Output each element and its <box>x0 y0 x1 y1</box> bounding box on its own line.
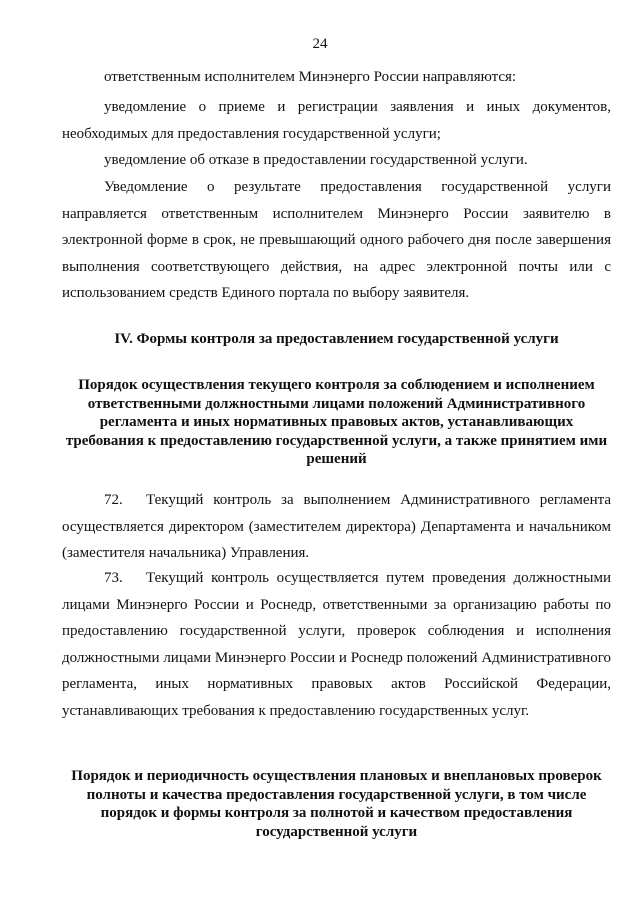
page-number: 24 <box>312 36 328 52</box>
subsection-title-current-control: Порядок осуществления текущего контроля за соблюдением и исполнением ответственными должностными лицами положений Административного регламента и иных нормативных правовых актов, устанавливающих требования к предоставлению государственной услуги, а также принятием ими решений <box>65 377 608 467</box>
item-text: Текущий контроль осуществляется путем проведения должностными лицами Минэнерго России и Роснедр, ответственными за организацию работы по предоставлению государственной услуги, проверок соблюдения и исполнения должностными лицами Минэнерго России и Роснедр положений Административного регламента, иных нормативных правовых актов Российской Федерации, устанавливающих требования к предоставлению государственных услуг. <box>62 570 611 719</box>
item-73 <box>62 565 611 724</box>
paragraph-notice-receipt: уведомление о приеме и регистрации заявления и иных документов, необходимых для предоставления государственной услуги; <box>62 99 611 142</box>
section-title: IV. Формы контроля за предоставлением государственной услуги <box>114 331 559 347</box>
item-number: 72. <box>104 492 123 508</box>
paragraph-notice-result: Уведомление о результате предоставления государственной услуги направляется ответственным исполнителем Минэнерго России заявителю в электронной форме в срок, не превышающий одного рабочего дня после завершения выполнения соответствующего действия, на адрес электронной почты или с использованием средств Единого портала по выбору заявителя. <box>62 179 611 301</box>
item-number: 73. <box>104 570 123 586</box>
paragraph-intro: ответственным исполнителем Минэнерго России направляются: <box>104 69 517 85</box>
item-72 <box>62 487 611 567</box>
item-text: Текущий контроль за выполнением Административного регламента осуществляется директором (заместителем директора) Департамента и начальником (заместителя начальника) Управления. <box>62 492 611 561</box>
paragraph-notice-refusal: уведомление об отказе в предоставлении государственной услуги. <box>104 152 528 168</box>
subsection-title-inspections: Порядок и периодичность осуществления плановых и внеплановых проверок полноты и качества предоставления государственной услуги, в том числе порядок и формы контроля за полнотой и качеством предоставления государственной услуги <box>71 768 602 840</box>
